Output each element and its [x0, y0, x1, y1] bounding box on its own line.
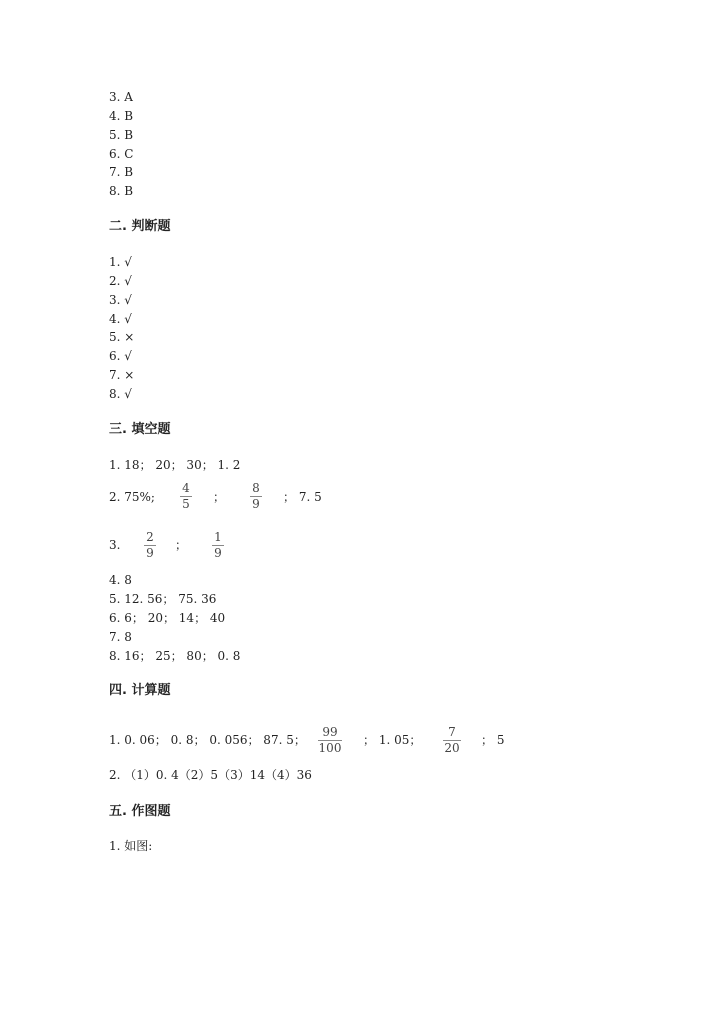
- answer-line: 6. √: [109, 349, 132, 363]
- separator: ；: [175, 538, 188, 552]
- section-heading: 四. 计算题: [109, 683, 171, 698]
- answer-line: 7. ×: [109, 368, 135, 382]
- answer-line: 1. √: [109, 255, 132, 269]
- answer-prefix: 1. 0. 06； 0. 8； 0. 056； 87. 5；: [109, 733, 306, 747]
- fraction-denominator: 9: [214, 546, 222, 560]
- fraction-numerator: 4: [182, 481, 190, 495]
- answer-line: 5. B: [109, 128, 134, 142]
- answer-line: 2. √: [109, 274, 132, 288]
- fraction: [212, 531, 224, 560]
- answer-suffix: ； 7. 5: [283, 490, 322, 504]
- fraction-numerator: 2: [146, 530, 154, 544]
- answer-line: 6. C: [109, 147, 134, 161]
- fraction-denominator: 5: [182, 497, 190, 511]
- answer-line: 1. 18； 20； 30； 1. 2: [109, 458, 241, 472]
- answer-line: 3. √: [109, 293, 132, 307]
- fraction: [318, 726, 342, 755]
- separator: ；: [213, 490, 226, 504]
- section-heading: 三. 填空题: [109, 422, 171, 437]
- fraction-denominator: 9: [146, 546, 154, 560]
- answer-line: 7. 8: [109, 630, 132, 644]
- answer-line: 8. B: [109, 184, 134, 198]
- answer-line: 5. ×: [109, 330, 135, 344]
- answer-suffix: ； 5: [481, 733, 505, 747]
- answer-line: 2. （1）0. 4（2）5（3）14（4）36: [109, 768, 312, 782]
- answer-line: 5. 12. 56； 75. 36: [109, 592, 217, 606]
- fraction: [443, 726, 461, 755]
- answer-line: 8. 16； 25； 80； 0. 8: [109, 649, 241, 663]
- fraction: [144, 531, 156, 560]
- fraction-denominator: 100: [318, 741, 342, 755]
- fraction-denominator: 20: [444, 741, 460, 755]
- section-heading: 五. 作图题: [109, 804, 171, 819]
- fraction-numerator: 8: [252, 481, 260, 495]
- answer-line: 8. √: [109, 387, 132, 401]
- answer-prefix: 2. 75%;: [109, 490, 155, 504]
- answer-line: 6. 6； 20； 14； 40: [109, 611, 226, 625]
- answer-line: 4. 8: [109, 573, 132, 587]
- section-heading: 二. 判断题: [109, 219, 171, 234]
- fraction-numerator: 99: [322, 725, 338, 739]
- answer-line: 4. B: [109, 109, 134, 123]
- answer-line: 3. A: [109, 90, 133, 104]
- fraction-numerator: 1: [214, 530, 222, 544]
- answer-line: 4. √: [109, 312, 132, 326]
- answer-line: 1. 如图:: [109, 839, 153, 853]
- fraction-numerator: 7: [448, 725, 456, 739]
- answer-middle: ； 1. 05；: [363, 733, 422, 747]
- fraction: [250, 482, 262, 511]
- answer-prefix: 3.: [109, 538, 121, 552]
- fraction-denominator: 9: [252, 497, 260, 511]
- answer-line: 7. B: [109, 165, 134, 179]
- fraction: [180, 482, 192, 511]
